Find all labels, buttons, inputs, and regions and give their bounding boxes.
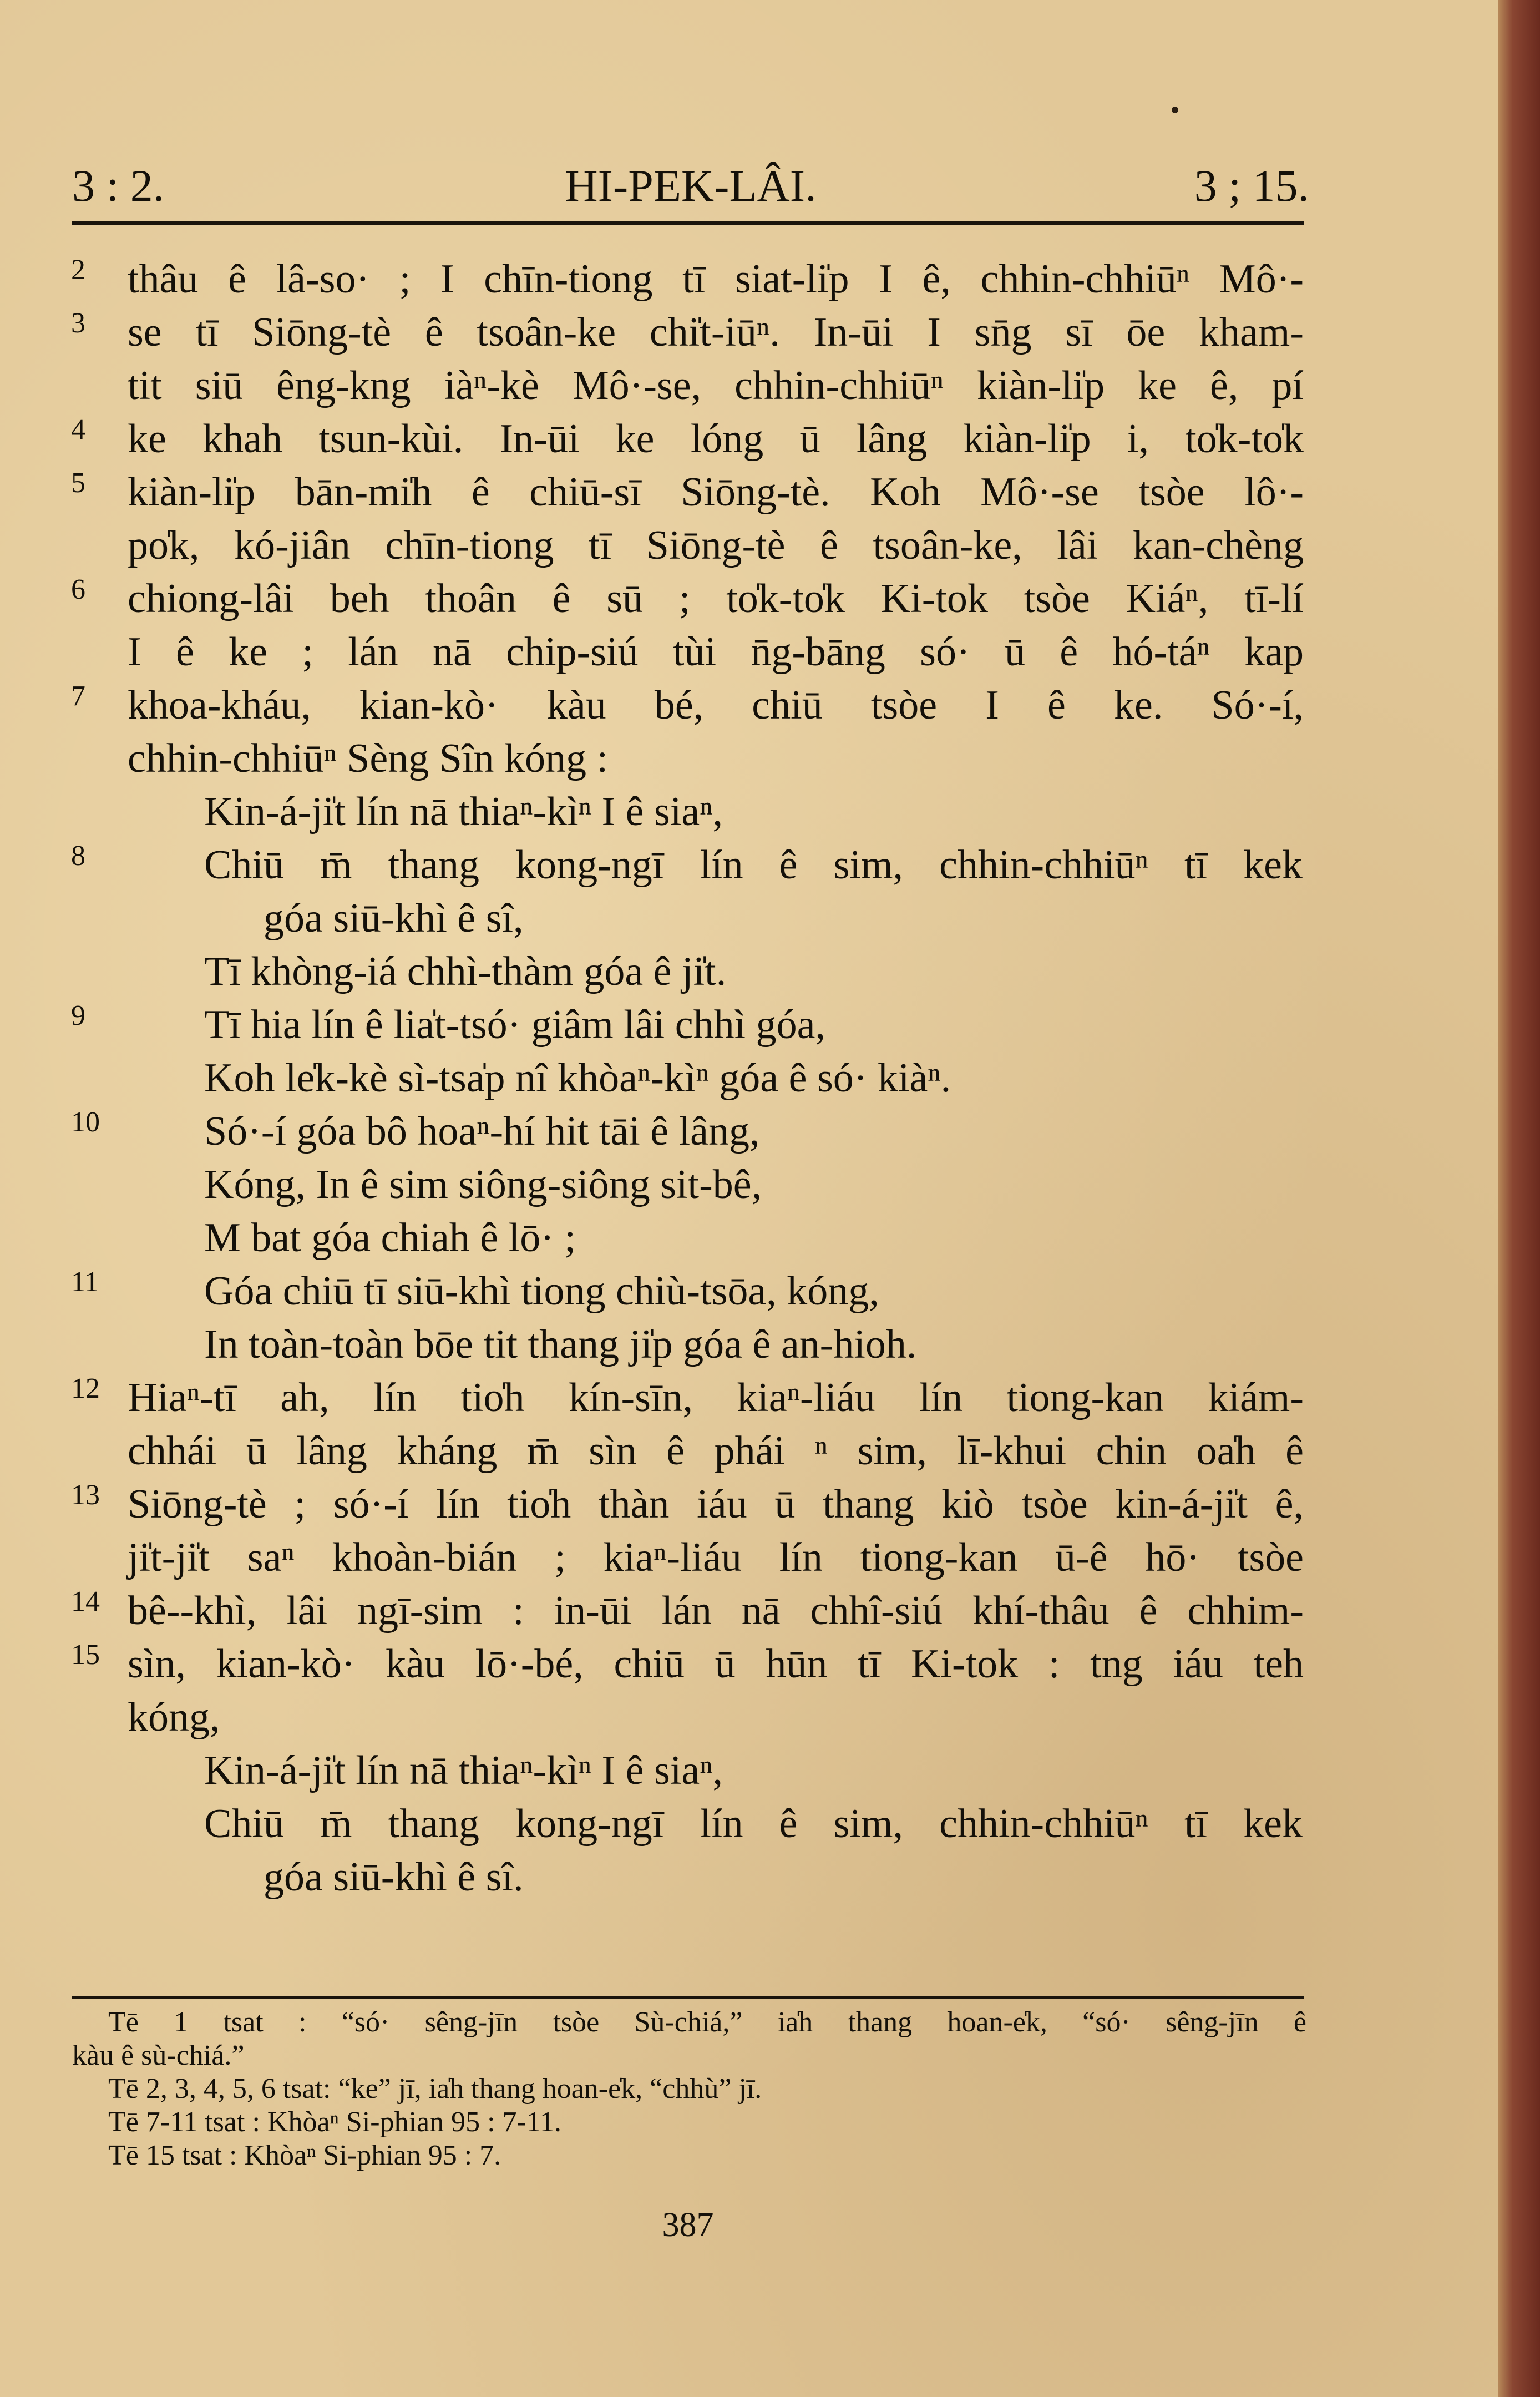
line-text: Tī hia lín ê lia̍t-tsó· giâm lâi chhì góa,	[204, 1002, 825, 1048]
verse-number: 13	[71, 1479, 100, 1511]
text-line	[0, 1424, 1498, 1478]
text-line	[0, 572, 1498, 625]
footnote-line	[0, 2039, 1498, 2072]
poem-line	[0, 1158, 1498, 1211]
footnote-line	[0, 2106, 1498, 2139]
footnote-text: Tē 2, 3, 4, 5, 6 tsat: “ke” jī, ia̍h thang hoan-e̍k, “chhù” jī.	[108, 2073, 762, 2105]
page-number: 387	[662, 2206, 714, 2244]
line-text: Chiū m̄ thang kong-ngī lín ê sim, chhin-chhiūⁿ tī kek	[204, 1801, 1303, 1847]
verse-number: 4	[71, 414, 85, 446]
text-line	[0, 412, 1498, 466]
verse-number: 10	[71, 1106, 100, 1138]
line-text: kiàn-li̍p bān-mi̍h ê chiū-sī Siōng-tè. Koh Mô·-se tsòe lô·-	[128, 469, 1304, 515]
text-line	[0, 679, 1498, 732]
verse-number: 11	[71, 1266, 99, 1298]
verse-number: 3	[71, 307, 85, 339]
verse-number: 15	[71, 1639, 100, 1671]
footnote-line	[0, 2006, 1498, 2039]
header-chapter-end: 3 ; 15.	[1194, 160, 1309, 211]
text-line	[0, 519, 1498, 572]
line-text: chhái ū lâng kháng m̄ sìn ê phái ⁿ sim, lī-khui chin oa̍h ê	[128, 1428, 1304, 1474]
poem-line	[0, 1850, 1498, 1904]
footnotes	[0, 2006, 1498, 2172]
line-text: kóng,	[128, 1695, 220, 1740]
poem-line	[0, 1051, 1498, 1105]
line-text: Siōng-tè ; só·-í lín tio̍h thàn iáu ū thang kiò tsòe kin-á-ji̍t ê,	[128, 1481, 1304, 1527]
footnote-text: Tē 1 tsat : “só· sêng-jīn tsòe Sù-chiá,” ia̍h thang hoan-e̍k, “só· sêng-jīn ê	[108, 2006, 1306, 2038]
footnote-line	[0, 2072, 1498, 2106]
line-text: Kóng, In ê sim siông-siông sit-bê,	[204, 1162, 762, 1207]
text-line	[0, 306, 1498, 359]
verse-number: 6	[71, 574, 85, 605]
poem-line	[0, 945, 1498, 998]
poem-line	[0, 1318, 1498, 1371]
text-line	[0, 1531, 1498, 1584]
text-line	[0, 1478, 1498, 1531]
text-line	[0, 1691, 1498, 1744]
poem-line	[0, 785, 1498, 838]
line-text: góa siū-khì ê sî,	[264, 896, 524, 941]
verse-number: 5	[71, 467, 85, 499]
line-text: sìn, kian-kò· kàu lō·-bé, chiū ū hūn tī Ki-tok : tng iáu teh	[128, 1641, 1304, 1687]
line-text: chhin-chhiūⁿ Sèng Sîn kóng :	[128, 736, 609, 781]
line-text: ke khah tsun-kùi. In-ūi ke lóng ū lâng kiàn-li̍p i, to̍k-to̍k	[128, 416, 1304, 462]
line-text: M bat góa chiah ê lō· ;	[204, 1215, 576, 1261]
line-text: In toàn-toàn bōe tit thang ji̍p góa ê an-hioh.	[204, 1322, 917, 1367]
line-text: tit siū êng-kng iàⁿ-kè Mô·-se, chhin-chhiūⁿ kiàn-li̍p ke ê, pí	[128, 363, 1304, 408]
line-text: Kin-á-ji̍t lín nā thiaⁿ-kìⁿ I ê siaⁿ,	[204, 789, 723, 835]
text-line	[0, 1371, 1498, 1424]
poem-line	[0, 1105, 1498, 1158]
line-text: khoa-kháu, kian-kò· kàu bé, chiū tsòe I ê ke. Só·-í,	[128, 682, 1304, 728]
header-rule	[72, 221, 1304, 225]
line-text: Tī khòng-iá chhì-thàm góa ê ji̍t.	[204, 949, 727, 994]
text-line	[0, 359, 1498, 412]
verse-number: 12	[71, 1373, 100, 1404]
header-book-title: HI-PEK-LÂI.	[565, 160, 817, 211]
line-text: Kin-á-ji̍t lín nā thiaⁿ-kìⁿ I ê siaⁿ,	[204, 1748, 723, 1793]
line-text: Só·-í góa bô hoaⁿ-hí hit tāi ê lâng,	[204, 1109, 760, 1154]
line-text: chiong-lâi beh thoân ê sū ; to̍k-to̍k Ki-tok tsòe Kiáⁿ, tī-lí	[128, 576, 1304, 621]
verse-number: 2	[71, 254, 85, 286]
footnote-line	[0, 2139, 1498, 2172]
verse-number: 8	[71, 840, 85, 872]
footnote-text: Tē 7-11 tsat : Khòaⁿ Si-phian 95 : 7-11.	[108, 2106, 561, 2138]
poem-line	[0, 838, 1498, 892]
line-text: Koh le̍k-kè sì-tsa̍p nî khòaⁿ-kìⁿ góa ê só· kiàⁿ.	[204, 1055, 951, 1101]
footnote-rule	[72, 1996, 1304, 1999]
verse-number: 7	[71, 680, 85, 712]
running-header	[72, 158, 1309, 214]
line-text: thâu ê lâ-so· ; I chīn-tiong tī siat-li̍p I ê, chhin-chhiūⁿ Mô·-	[128, 256, 1304, 302]
line-text: bê--khì, lâi ngī-sim : in-ūi lán nā chhî-siú khí-thâu ê chhim-	[128, 1588, 1304, 1634]
header-chapter-start: 3 : 2.	[72, 160, 165, 211]
poem-line	[0, 1211, 1498, 1265]
footnote-text: Tē 15 tsat : Khòaⁿ Si-phian 95 : 7.	[108, 2140, 501, 2171]
line-text: se tī Siōng-tè ê tsoân-ke chi̍t-iūⁿ. In-ūi I sn̄g sī ōe kham-	[128, 310, 1304, 355]
text-line	[0, 1584, 1498, 1637]
poem-line	[0, 1744, 1498, 1797]
line-text: Chiū m̄ thang kong-ngī lín ê sim, chhin-chhiūⁿ tī kek	[204, 842, 1303, 888]
poem-line	[0, 1797, 1498, 1850]
text-line	[0, 732, 1498, 785]
ink-speck	[1172, 107, 1178, 113]
poem-line	[0, 1265, 1498, 1318]
text-line	[0, 1637, 1498, 1691]
line-text: Hiaⁿ-tī ah, lín tio̍h kín-sīn, kiaⁿ-liáu lín tiong-kan kiám-	[128, 1375, 1304, 1420]
line-text: Góa chiū tī siū-khì tiong chiù-tsōa, kóng,	[204, 1268, 879, 1314]
line-text: I ê ke ; lán nā chip-siú tùi n̄g-bāng só· ū ê hó-táⁿ kap	[128, 629, 1304, 675]
text-line	[0, 252, 1498, 306]
scripture-text	[0, 252, 1498, 1904]
line-text: góa siū-khì ê sî.	[264, 1854, 524, 1900]
line-text: ji̍t-ji̍t saⁿ khoàn-bián ; kiaⁿ-liáu lín tiong-kan ū-ê hō· tsòe	[128, 1535, 1304, 1580]
verse-number: 9	[71, 1000, 85, 1031]
verse-number: 14	[71, 1586, 100, 1617]
poem-line	[0, 998, 1498, 1051]
page-edge	[1498, 0, 1540, 2397]
text-line	[0, 625, 1498, 679]
footnote-text: kàu ê sù-chiá.”	[72, 2040, 245, 2071]
line-text: po̍k, kó-jiân chīn-tiong tī Siōng-tè ê tsoân-ke, lâi kan-chèng	[128, 523, 1304, 568]
text-line	[0, 466, 1498, 519]
poem-line	[0, 892, 1498, 945]
